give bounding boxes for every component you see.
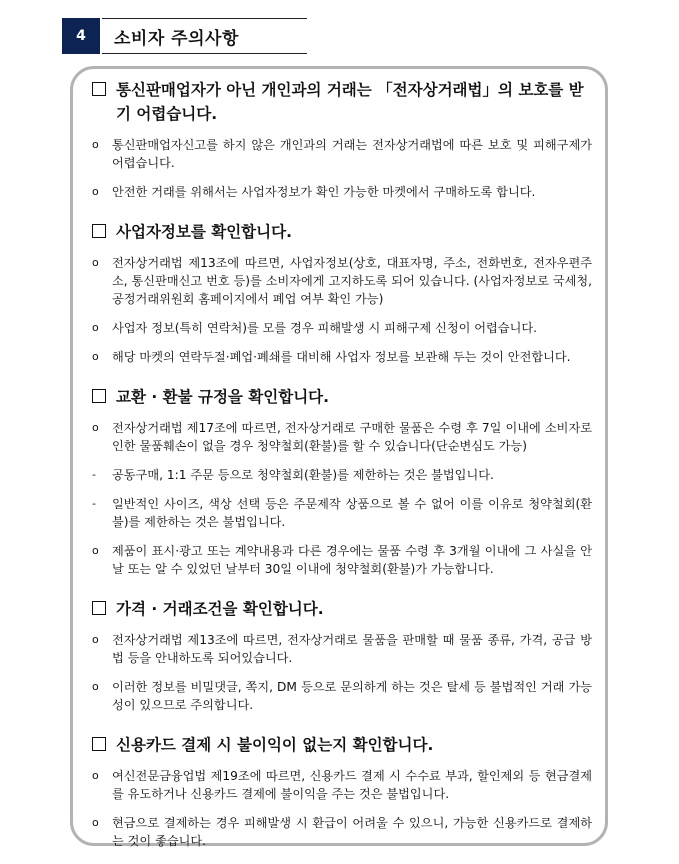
section-heading-text: 사업자정보를 확인합니다. bbox=[116, 223, 292, 241]
bullet-marker: o bbox=[92, 769, 99, 782]
checkbox-square-icon bbox=[92, 389, 106, 403]
list-item bbox=[92, 631, 592, 667]
bullet-marker: o bbox=[92, 350, 99, 363]
section-header bbox=[62, 18, 307, 54]
list-item bbox=[92, 678, 592, 714]
list-item bbox=[92, 419, 592, 455]
list-item bbox=[92, 466, 592, 484]
list-item bbox=[92, 495, 592, 531]
section-heading bbox=[92, 597, 592, 621]
list-item-text: 제품이 표시·광고 또는 계약내용과 다른 경우에는 물품 수령 후 3개월 이내에 그 사실을 안 날 또는 알 수 있었던 날부터 30일 이내에 청약철회(환불)가 가능합니다. bbox=[112, 544, 592, 576]
checkbox-square-icon bbox=[92, 82, 106, 96]
list-item-text: 안전한 거래를 위해서는 사업자정보가 확인 가능한 마켓에서 구매하도록 합니다. bbox=[112, 185, 536, 199]
list-item bbox=[92, 183, 592, 201]
bullet-marker: o bbox=[92, 633, 99, 646]
section-heading bbox=[92, 385, 592, 409]
section-heading-text: 신용카드 결제 시 불이익이 없는지 확인합니다. bbox=[116, 736, 434, 754]
bullet-marker: o bbox=[92, 256, 99, 269]
section-heading bbox=[92, 733, 592, 757]
bullet-marker: o bbox=[92, 185, 99, 198]
list-item bbox=[92, 767, 592, 803]
header-top-rule bbox=[102, 18, 307, 19]
list-item bbox=[92, 814, 592, 850]
list-item-text: 통신판매업자신고를 하지 않은 개인과의 거래는 전자상거래법에 따른 보호 및 피해구제가 어렵습니다. bbox=[112, 138, 592, 170]
bullet-marker: o bbox=[92, 421, 99, 434]
list-item-text: 공동구매, 1:1 주문 등으로 청약철회(환불)를 제한하는 것은 불법입니다. bbox=[112, 468, 494, 482]
list-item bbox=[92, 136, 592, 172]
list-item bbox=[92, 542, 592, 578]
list-item-text: 일반적인 사이즈, 색상 선택 등은 주문제작 상품으로 볼 수 없어 이를 이유로 청약철회(환불)를 제한하는 것은 불법입니다. bbox=[112, 497, 592, 529]
dash-marker: - bbox=[92, 497, 96, 510]
list-item-text: 해당 마켓의 연락두절·폐업·폐쇄를 대비해 사업자 정보를 보관해 두는 것이 안전합니다. bbox=[112, 350, 571, 364]
section-heading-text: 가격 · 거래조건을 확인합니다. bbox=[116, 600, 324, 618]
list-item-text: 전자상거래법 제13조에 따르면, 사업자정보(상호, 대표자명, 주소, 전화번호, 전자우편주소, 통신판매신고 번호 등)를 소비자에게 고지하도록 되어 있습니다. (사업자정보로 국세청, 공정거래위원회 홈페이지에서 폐업 여부 확인 가능) bbox=[112, 256, 592, 306]
list-item-text: 이러한 정보를 비밀댓글, 쪽지, DM 등으로 문의하게 하는 것은 탈세 등 불법적인 거래 가능성이 있으므로 주의합니다. bbox=[112, 680, 592, 712]
bullet-marker: o bbox=[92, 544, 99, 557]
list-item-text: 현금으로 결제하는 경우 피해발생 시 환급이 어려울 수 있으니, 가능한 신용카드로 결제하는 것이 좋습니다. bbox=[112, 816, 592, 848]
section-heading-text: 교환 · 환불 규정을 확인합니다. bbox=[116, 388, 330, 406]
section-heading bbox=[92, 78, 592, 126]
list-item-text: 전자상거래법 제17조에 따르면, 전자상거래로 구매한 물품은 수령 후 7일 이내에 소비자로 인한 물품훼손이 없을 경우 청약철회(환불)를 할 수 있습니다(단순변심도 가능) bbox=[112, 421, 592, 453]
checkbox-square-icon bbox=[92, 601, 106, 615]
bullet-marker: o bbox=[92, 816, 99, 829]
bullet-marker: o bbox=[92, 321, 99, 334]
list-item bbox=[92, 319, 592, 337]
checkbox-square-icon bbox=[92, 224, 106, 238]
section-heading-text: 통신판매업자가 아닌 개인과의 거래는 「전자상거래법」의 보호를 받기 어렵습니다. bbox=[116, 81, 584, 123]
list-item bbox=[92, 254, 592, 308]
section-heading bbox=[92, 220, 592, 244]
list-item bbox=[92, 348, 592, 366]
bullet-marker: o bbox=[92, 680, 99, 693]
section-number-badge: 4 bbox=[62, 18, 100, 54]
dash-marker: - bbox=[92, 468, 96, 481]
list-item-text: 여신전문금융업법 제19조에 따르면, 신용카드 결제 시 수수료 부과, 할인제외 등 현금결제를 유도하거나 신용카드 결제에 불이익을 주는 것은 불법입니다. bbox=[112, 769, 592, 801]
bullet-marker: o bbox=[92, 138, 99, 151]
list-item-text: 전자상거래법 제13조에 따르면, 전자상거래로 물품을 판매할 때 물품 종류, 가격, 공급 방법 등을 안내하도록 되어있습니다. bbox=[112, 633, 592, 665]
list-item-text: 사업자 정보(특히 연락처)를 모를 경우 피해발생 시 피해구제 신청이 어렵습니다. bbox=[112, 321, 537, 335]
header-bottom-rule bbox=[102, 53, 307, 54]
notice-content bbox=[92, 78, 592, 861]
checkbox-square-icon bbox=[92, 737, 106, 751]
page-title: 소비자 주의사항 bbox=[114, 29, 239, 49]
